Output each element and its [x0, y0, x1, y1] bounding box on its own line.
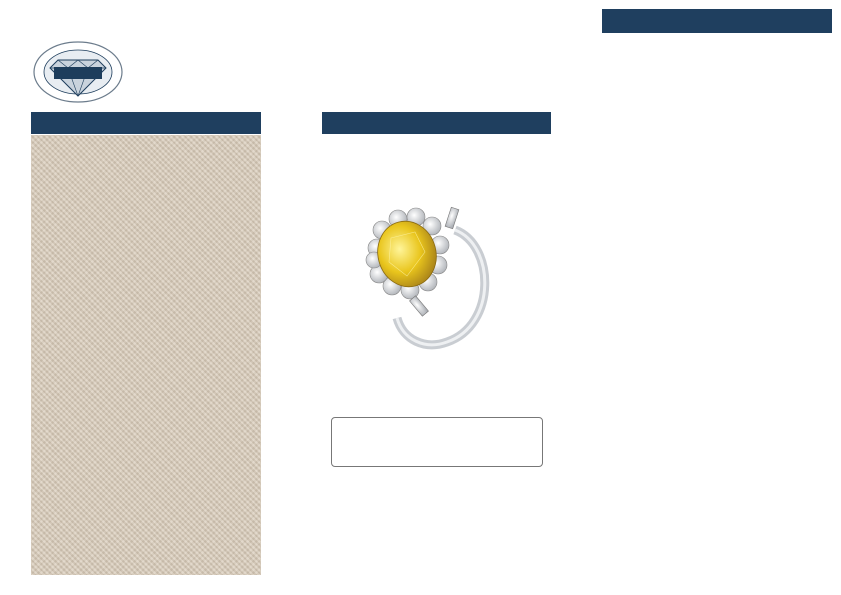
hue-wheel — [647, 350, 797, 480]
baguette-diamond — [410, 296, 429, 316]
ring-image — [355, 190, 505, 360]
hallmark-rows — [331, 538, 543, 573]
grading-scales-header — [602, 9, 832, 33]
online-report-notice — [331, 417, 543, 467]
gold-karats — [462, 550, 468, 555]
diamond-logo-icon — [28, 34, 128, 104]
description-header — [31, 112, 261, 134]
hallmark-coins — [370, 500, 510, 530]
image-header — [322, 112, 551, 134]
wgi-logo — [28, 34, 260, 104]
color-scale — [636, 56, 726, 318]
baguette-diamond — [445, 207, 459, 228]
description-panel — [31, 135, 261, 575]
